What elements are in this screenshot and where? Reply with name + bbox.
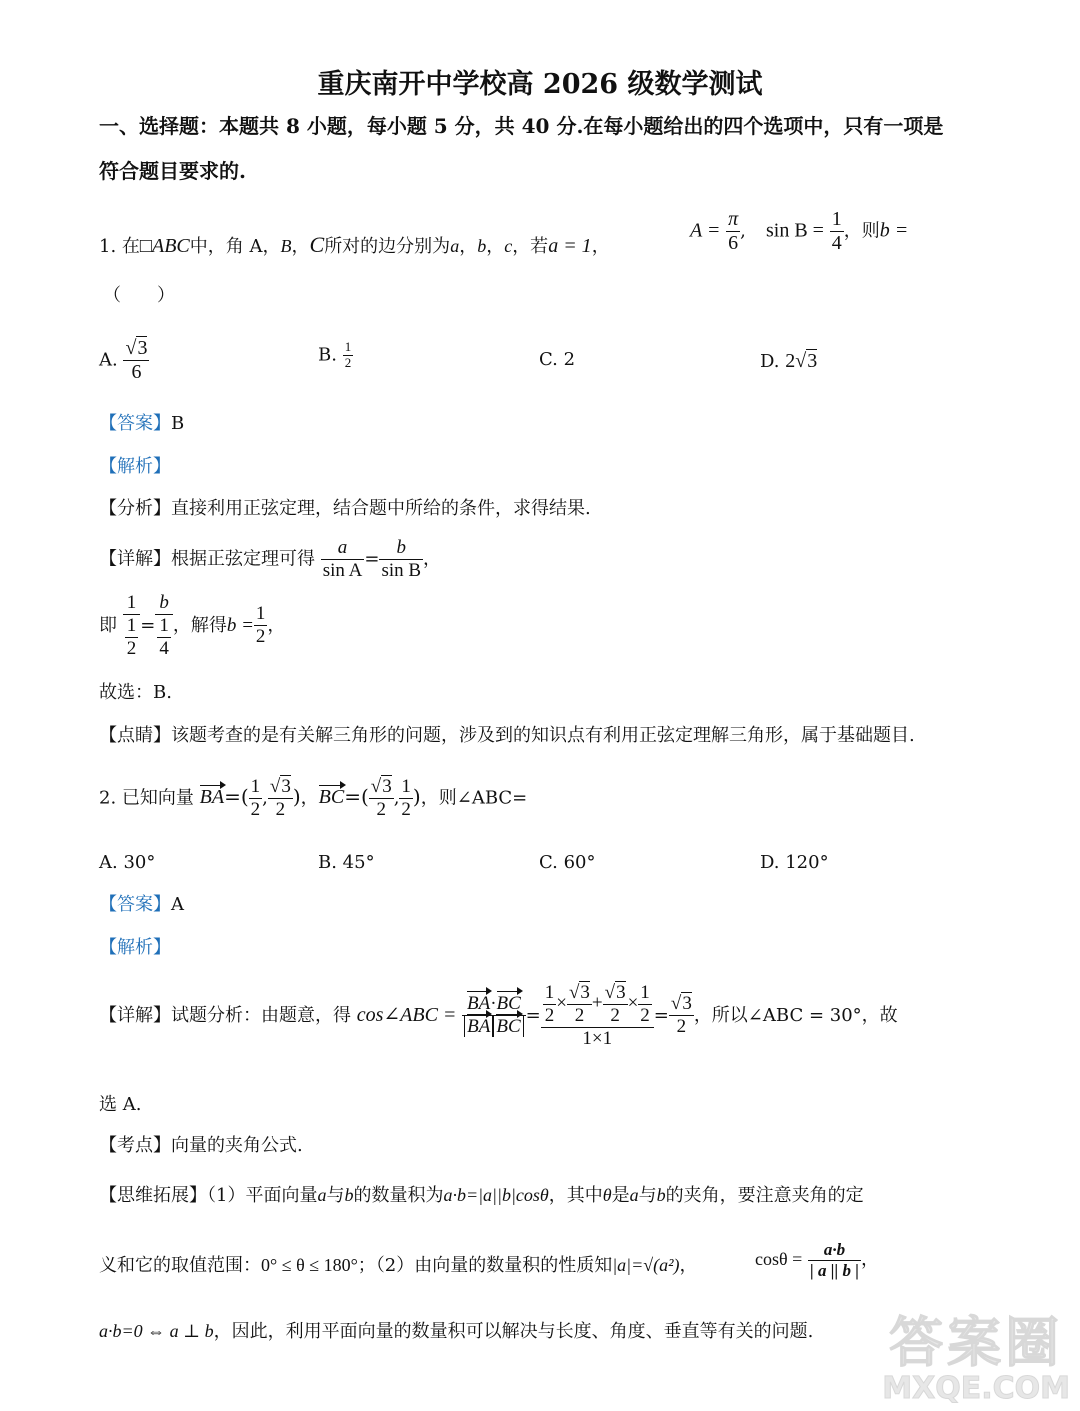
q2-stem: 2. 已知向量 BA=( $\frac{1}{2}$ , $\frac{√3}{2}$ )，BC=( $\frac{√3}{2}$ , $\frac{1}{2}$ )，则∠ABC= <box>99 776 528 820</box>
q1-option-d: D. 2√3 <box>760 350 818 372</box>
q2-kaodian: 【考点】向量的夹角公式. <box>99 1135 303 1156</box>
q2-option-d: D. 120° <box>760 852 829 873</box>
q1-answer-blank: （ ） <box>103 285 175 306</box>
q2-siwei-line1: 【思维拓展】（1）平面向量a与b的数量积为a·b=|a||b|cosθ，其中θ是a与b的夹角，要注意夹角的定 <box>99 1185 864 1206</box>
q2-siwei-line2: 义和它的取值范围：0° ≤ θ ≤ 180°；（2）由向量的数量积的性质知|a|=√(a²)， <box>99 1255 698 1276</box>
q2-option-a: A. 30° <box>99 852 156 873</box>
q2-option-b: B. 45° <box>318 852 375 873</box>
q1-fenxi: 【分析】直接利用正弦定理，结合题中所给的条件，求得结果. <box>99 498 591 519</box>
page-title: 重庆南开中学校高 2026 级数学测试 <box>317 69 763 100</box>
q2-xiangjie: 【详解】试题分析：由题意，得 cos∠ABC = $\frac{BA\cdot BC}{\text{BA BC}}$ = $\frac{1}{2}$ × $\frac{√3}{2}$ + $\frac{√3}{2}$ × $\frac{1}{2}$ 1×1 = $\frac{√3}{2}$ ，所以∠ABC = 30°，故 <box>99 982 898 1049</box>
q2-siwei-line3: a·b=0 ⇔ a ⊥ b，因此，利用平面向量的数量积可以解决与长度、角度、垂直等有关的问题. <box>99 1321 814 1342</box>
q1-answer: 【答案】B <box>99 413 185 434</box>
q1-analysis-label: 【解析】 <box>99 456 171 477</box>
q2-analysis-label: 【解析】 <box>99 937 171 958</box>
q1-sinB: sin B = $\frac{1}{4}$ ，则b = <box>766 208 909 254</box>
q2-answer: 【答案】A <box>99 894 184 915</box>
q1-stem: 1. 在□ABC中，角 A，B，C所对的边分别为a，b，c，若a = 1， <box>99 232 610 257</box>
q1-angle-A: A = $\frac{\pi}{6}$ , <box>690 208 746 254</box>
q2-choice: 选 A. <box>99 1094 142 1115</box>
q1-dianjing: 【点睛】该题考查的是有关解三角形的问题，涉及到的知识点有利用正弦定理解三角形，属于基础题目. <box>99 725 915 746</box>
q1-xiangjie: 【详解】根据正弦定理可得 $\frac{a}{\text{sin A}}$ = $\frac{b}{\text{sin B}}$ ， <box>99 537 442 581</box>
section-heading-line1: 一、选择题：本题共 8 小题，每小题 5 分，共 40 分.在每小题给出的四个选项中，只有一项是 <box>99 114 944 138</box>
section-heading-line2: 符合题目要求的. <box>99 159 246 183</box>
watermark-logo: 答案圈 MXQE.COM <box>882 1311 1070 1406</box>
q1-option-c: C. 2 <box>539 349 576 370</box>
q2-option-c: C. 60° <box>539 852 596 873</box>
q2-cos-formula: cosθ = $\frac{a\cdot b}{| a || b |}$ ， <box>755 1240 879 1280</box>
q1-solve: 即 $\frac{1}{\frac{1}{2}}$ = $\frac{b}{\frac{1}{4}}$ ，解得b = $\frac{1}{2}$ ， <box>99 592 286 659</box>
q1-option-b: B. $\frac{1}{2}$ <box>318 339 352 370</box>
q1-option-a: A. $\frac{√3}{6}$ <box>99 337 148 383</box>
q1-choice: 故选：B. <box>99 682 172 703</box>
